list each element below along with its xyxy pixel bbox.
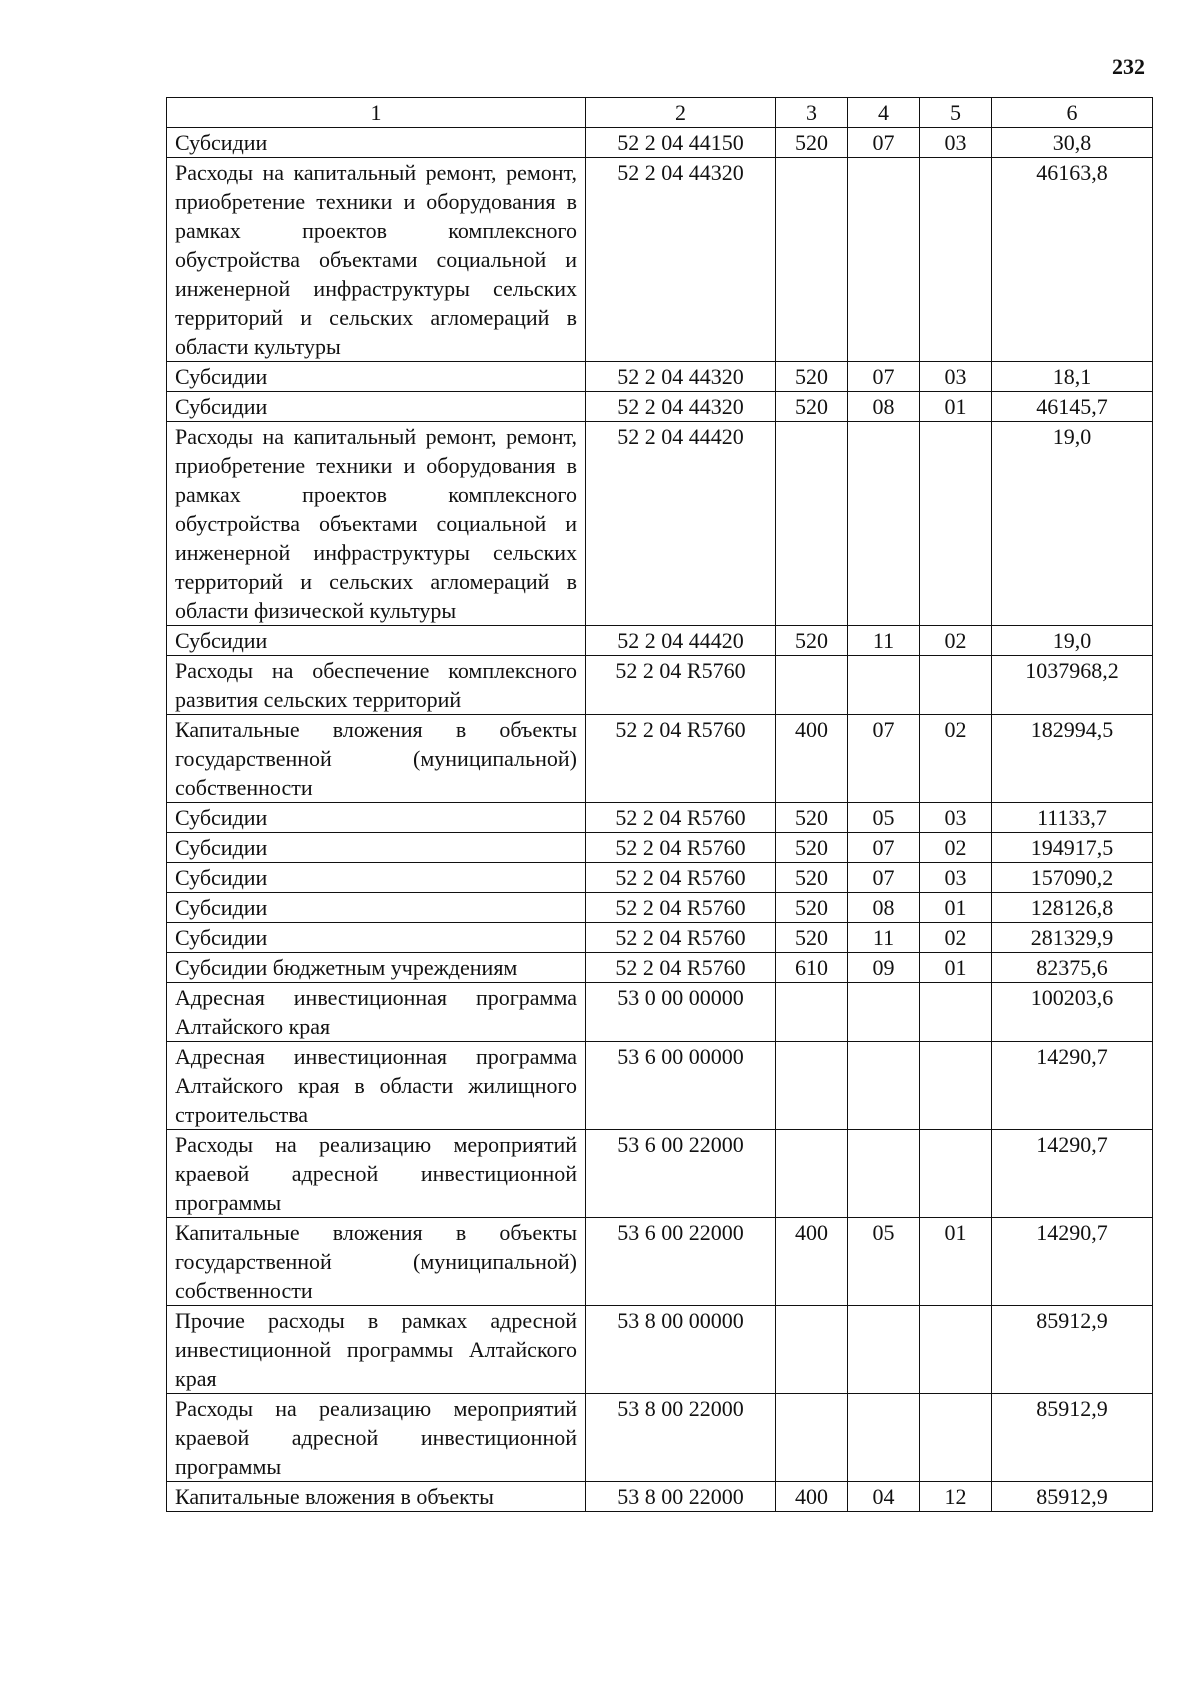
amount-cell: 100203,6 xyxy=(992,983,1153,1042)
subsection-cell xyxy=(920,422,992,626)
target-code-cell: 52 2 04 R5760 xyxy=(586,923,776,953)
expense-name-cell: Адресная инвестиционная программа Алтайского края xyxy=(167,983,586,1042)
amount-cell: 30,8 xyxy=(992,128,1153,158)
target-code-cell: 53 0 00 00000 xyxy=(586,983,776,1042)
table-row xyxy=(167,626,1153,656)
table-row xyxy=(167,422,1153,626)
header-col-5: 5 xyxy=(920,98,992,128)
section-cell: 07 xyxy=(848,863,920,893)
target-code-cell: 52 2 04 R5760 xyxy=(586,953,776,983)
amount-cell: 46163,8 xyxy=(992,158,1153,362)
expense-type-cell xyxy=(776,422,848,626)
amount-cell: 19,0 xyxy=(992,626,1153,656)
table-row xyxy=(167,953,1153,983)
amount-cell: 14290,7 xyxy=(992,1130,1153,1218)
amount-cell: 82375,6 xyxy=(992,953,1153,983)
subsection-cell: 01 xyxy=(920,893,992,923)
header-col-3: 3 xyxy=(776,98,848,128)
table-row xyxy=(167,715,1153,803)
table-row xyxy=(167,863,1153,893)
section-cell: 05 xyxy=(848,803,920,833)
expense-type-cell xyxy=(776,158,848,362)
header-col-2: 2 xyxy=(586,98,776,128)
expense-name-cell: Расходы на капитальный ремонт, ремонт, приобретение техники и оборудования в рамках проектов комплексного обустройства объектами социальной и инженерной инфраструктуры сельских территорий и сельских агломераций в области физической культуры xyxy=(167,422,586,626)
page-number: 232 xyxy=(1112,54,1145,79)
expense-type-cell: 400 xyxy=(776,1218,848,1306)
target-code-cell: 53 8 00 00000 xyxy=(586,1306,776,1394)
section-cell: 07 xyxy=(848,128,920,158)
table-row xyxy=(167,1218,1153,1306)
header-col-4: 4 xyxy=(848,98,920,128)
expense-type-cell: 520 xyxy=(776,128,848,158)
expense-name-cell: Адресная инвестиционная программа Алтайского края в области жилищного строительства xyxy=(167,1042,586,1130)
expense-name-cell: Субсидии xyxy=(167,893,586,923)
subsection-cell: 03 xyxy=(920,362,992,392)
amount-cell: 85912,9 xyxy=(992,1394,1153,1482)
expense-name-cell: Расходы на реализацию мероприятий краевой адресной инвестиционной программы xyxy=(167,1130,586,1218)
amount-cell: 1037968,2 xyxy=(992,656,1153,715)
amount-cell: 128126,8 xyxy=(992,893,1153,923)
subsection-cell: 03 xyxy=(920,128,992,158)
amount-cell: 11133,7 xyxy=(992,803,1153,833)
target-code-cell: 52 2 04 44150 xyxy=(586,128,776,158)
target-code-cell: 53 6 00 22000 xyxy=(586,1130,776,1218)
subsection-cell: 02 xyxy=(920,626,992,656)
target-code-cell: 53 8 00 22000 xyxy=(586,1394,776,1482)
expense-type-cell: 520 xyxy=(776,362,848,392)
subsection-cell: 01 xyxy=(920,392,992,422)
table-row xyxy=(167,1394,1153,1482)
subsection-cell xyxy=(920,1130,992,1218)
expense-type-cell: 400 xyxy=(776,1482,848,1512)
amount-cell: 18,1 xyxy=(992,362,1153,392)
expense-type-cell: 520 xyxy=(776,392,848,422)
section-cell xyxy=(848,158,920,362)
section-cell xyxy=(848,1130,920,1218)
expense-type-cell: 520 xyxy=(776,863,848,893)
section-cell xyxy=(848,1306,920,1394)
amount-cell: 19,0 xyxy=(992,422,1153,626)
expense-name-cell: Субсидии xyxy=(167,833,586,863)
section-cell: 07 xyxy=(848,362,920,392)
expense-name-cell: Субсидии xyxy=(167,128,586,158)
expense-type-cell xyxy=(776,1306,848,1394)
subsection-cell: 02 xyxy=(920,923,992,953)
section-cell: 08 xyxy=(848,893,920,923)
amount-cell: 14290,7 xyxy=(992,1218,1153,1306)
expense-name-cell: Субсидии xyxy=(167,392,586,422)
subsection-cell: 02 xyxy=(920,715,992,803)
table-row xyxy=(167,803,1153,833)
section-cell xyxy=(848,422,920,626)
expense-name-cell: Субсидии xyxy=(167,923,586,953)
amount-cell: 14290,7 xyxy=(992,1042,1153,1130)
table-row xyxy=(167,128,1153,158)
subsection-cell xyxy=(920,1042,992,1130)
amount-cell: 85912,9 xyxy=(992,1482,1153,1512)
expense-type-cell xyxy=(776,1394,848,1482)
table-row xyxy=(167,1130,1153,1218)
expense-type-cell: 520 xyxy=(776,923,848,953)
expense-name-cell: Расходы на обеспечение комплексного развития сельских территорий xyxy=(167,656,586,715)
target-code-cell: 52 2 04 44420 xyxy=(586,422,776,626)
section-cell: 05 xyxy=(848,1218,920,1306)
amount-cell: 85912,9 xyxy=(992,1306,1153,1394)
subsection-cell xyxy=(920,1394,992,1482)
target-code-cell: 52 2 04 R5760 xyxy=(586,833,776,863)
expense-type-cell: 520 xyxy=(776,803,848,833)
subsection-cell: 01 xyxy=(920,953,992,983)
section-cell: 11 xyxy=(848,923,920,953)
table-row xyxy=(167,1306,1153,1394)
section-cell xyxy=(848,983,920,1042)
subsection-cell: 02 xyxy=(920,833,992,863)
expense-name-cell: Расходы на капитальный ремонт, ремонт, приобретение техники и оборудования в рамках проектов комплексного обустройства объектами социальной и инженерной инфраструктуры сельских территорий и сельских агломераций в области культуры xyxy=(167,158,586,362)
section-cell: 07 xyxy=(848,715,920,803)
expense-name-cell: Прочие расходы в рамках адресной инвестиционной программы Алтайского края xyxy=(167,1306,586,1394)
target-code-cell: 52 2 04 R5760 xyxy=(586,656,776,715)
target-code-cell: 52 2 04 44320 xyxy=(586,362,776,392)
expense-type-cell: 520 xyxy=(776,893,848,923)
section-cell: 09 xyxy=(848,953,920,983)
expense-name-cell: Расходы на реализацию мероприятий краевой адресной инвестиционной программы xyxy=(167,1394,586,1482)
section-cell: 08 xyxy=(848,392,920,422)
expense-type-cell: 520 xyxy=(776,833,848,863)
target-code-cell: 52 2 04 R5760 xyxy=(586,863,776,893)
subsection-cell: 12 xyxy=(920,1482,992,1512)
expense-type-cell xyxy=(776,983,848,1042)
target-code-cell: 52 2 04 44420 xyxy=(586,626,776,656)
amount-cell: 182994,5 xyxy=(992,715,1153,803)
expense-name-cell: Капитальные вложения в объекты государственной (муниципальной) собственности xyxy=(167,1218,586,1306)
section-cell xyxy=(848,1042,920,1130)
expense-name-cell: Субсидии xyxy=(167,626,586,656)
expense-type-cell xyxy=(776,1130,848,1218)
section-cell: 04 xyxy=(848,1482,920,1512)
expense-type-cell: 400 xyxy=(776,715,848,803)
expense-type-cell: 610 xyxy=(776,953,848,983)
expense-type-cell xyxy=(776,656,848,715)
expense-name-cell: Капитальные вложения в объекты государственной (муниципальной) собственности xyxy=(167,715,586,803)
subsection-cell: 01 xyxy=(920,1218,992,1306)
amount-cell: 281329,9 xyxy=(992,923,1153,953)
header-row xyxy=(167,98,1153,128)
expense-name-cell: Субсидии xyxy=(167,362,586,392)
section-cell: 07 xyxy=(848,833,920,863)
target-code-cell: 53 6 00 00000 xyxy=(586,1042,776,1130)
expense-name-cell: Капитальные вложения в объекты xyxy=(167,1482,586,1512)
subsection-cell xyxy=(920,158,992,362)
amount-cell: 194917,5 xyxy=(992,833,1153,863)
expense-name-cell: Субсидии xyxy=(167,803,586,833)
table-row xyxy=(167,1042,1153,1130)
section-cell: 11 xyxy=(848,626,920,656)
table-row xyxy=(167,392,1153,422)
budget-table xyxy=(166,97,1153,1512)
target-code-cell: 52 2 04 44320 xyxy=(586,392,776,422)
section-cell xyxy=(848,1394,920,1482)
subsection-cell: 03 xyxy=(920,863,992,893)
target-code-cell: 52 2 04 R5760 xyxy=(586,715,776,803)
target-code-cell: 52 2 04 R5760 xyxy=(586,893,776,923)
expense-type-cell: 520 xyxy=(776,626,848,656)
expense-name-cell: Субсидии xyxy=(167,863,586,893)
subsection-cell xyxy=(920,656,992,715)
header-col-6: 6 xyxy=(992,98,1153,128)
target-code-cell: 53 8 00 22000 xyxy=(586,1482,776,1512)
subsection-cell xyxy=(920,1306,992,1394)
target-code-cell: 52 2 04 R5760 xyxy=(586,803,776,833)
table-row xyxy=(167,1482,1153,1512)
subsection-cell xyxy=(920,983,992,1042)
expense-name-cell: Субсидии бюджетным учреждениям xyxy=(167,953,586,983)
subsection-cell: 03 xyxy=(920,803,992,833)
expense-type-cell xyxy=(776,1042,848,1130)
table-row xyxy=(167,983,1153,1042)
amount-cell: 157090,2 xyxy=(992,863,1153,893)
table-row xyxy=(167,893,1153,923)
target-code-cell: 53 6 00 22000 xyxy=(586,1218,776,1306)
table-row xyxy=(167,833,1153,863)
table-row xyxy=(167,656,1153,715)
table-row xyxy=(167,923,1153,953)
target-code-cell: 52 2 04 44320 xyxy=(586,158,776,362)
amount-cell: 46145,7 xyxy=(992,392,1153,422)
header-col-1: 1 xyxy=(167,98,586,128)
table-row xyxy=(167,362,1153,392)
table-body xyxy=(167,128,1153,1512)
section-cell xyxy=(848,656,920,715)
table-row xyxy=(167,158,1153,362)
